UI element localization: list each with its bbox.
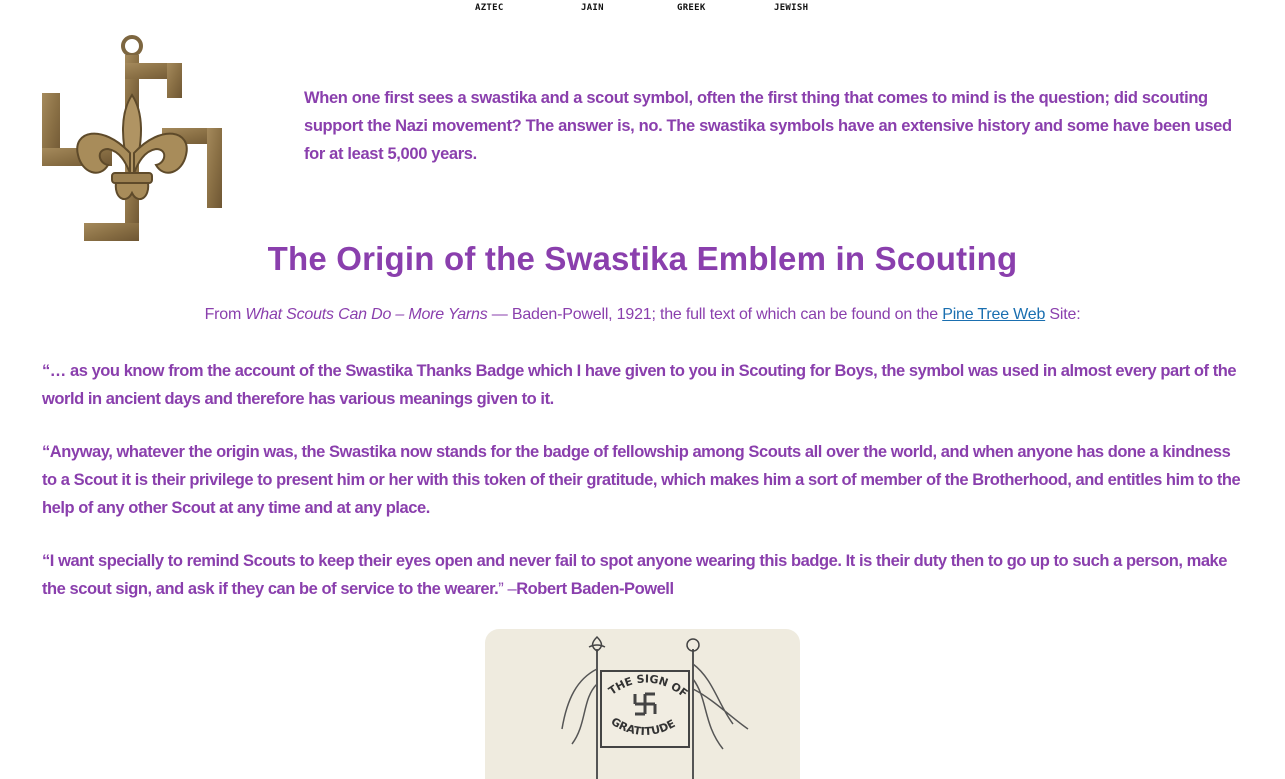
sign-of-gratitude-card-image [485,629,800,779]
symbol-label-jewish: JEWISH [774,3,809,13]
symbol-label-greek: GREEK [677,3,706,13]
quote-paragraph-2: “Anyway, whatever the origin was, the Swastika now stands for the badge of fellowship among Scouts all over the world, and when anyone has done a kindness to a Scout it is their privilege to present him or her with this token of their gratitude, which makes him a sort of member of the Brotherhood, and entitles him to the help of any other Scout at any time and at any place. [42,443,1241,517]
quote-paragraph-1: “… as you know from the account of the Swastika Thanks Badge which I have given to you in Scouting for Boys, the symbol was used in almost every part of the world in ancient days and therefore has various meanings given to it. [42,362,1237,408]
pine-tree-web-link[interactable]: Pine Tree Web [942,306,1046,323]
card-bottom-text: GRATITUDE [608,714,678,739]
symbol-label-jain: JAIN [581,3,604,13]
quote-3-text: “I want specially to remind Scouts to keep their eyes open and never fail to spot anyone wearing this badge. It is their duty then to go up to such a person, make the scout sign, and ask if they can be of service to the wearer. [42,552,1228,598]
book-title: What Scouts Can Do – More Yarns [245,306,488,323]
quote-paragraph-3 [42,547,1247,603]
card-top-text: THE SIGN OF [606,672,691,701]
intro-paragraph: When one first sees a swastika and a scout symbol, often the first thing that comes to mind is the question; did scouting support the Nazi movement? The answer is, no. The swastika symbols have an extensive history and some have been used for at least 5,000 years. [304,89,1232,163]
source-prefix: From [204,306,246,323]
symbol-label-aztec: AZTEC [475,3,504,13]
scout-swastika-badge-image [42,33,224,243]
source-middle: — Baden-Powell, 1921; the full text of which can be found on the [487,306,943,323]
quote-author: Robert Baden-Powell [516,580,674,598]
symbol-labels-row [0,0,1285,18]
source-citation [0,306,1285,324]
page-title: The Origin of the Swastika Emblem in Scouting [267,240,1018,277]
quote-3-close: ” – [498,580,517,598]
source-suffix: Site: [1045,306,1081,323]
